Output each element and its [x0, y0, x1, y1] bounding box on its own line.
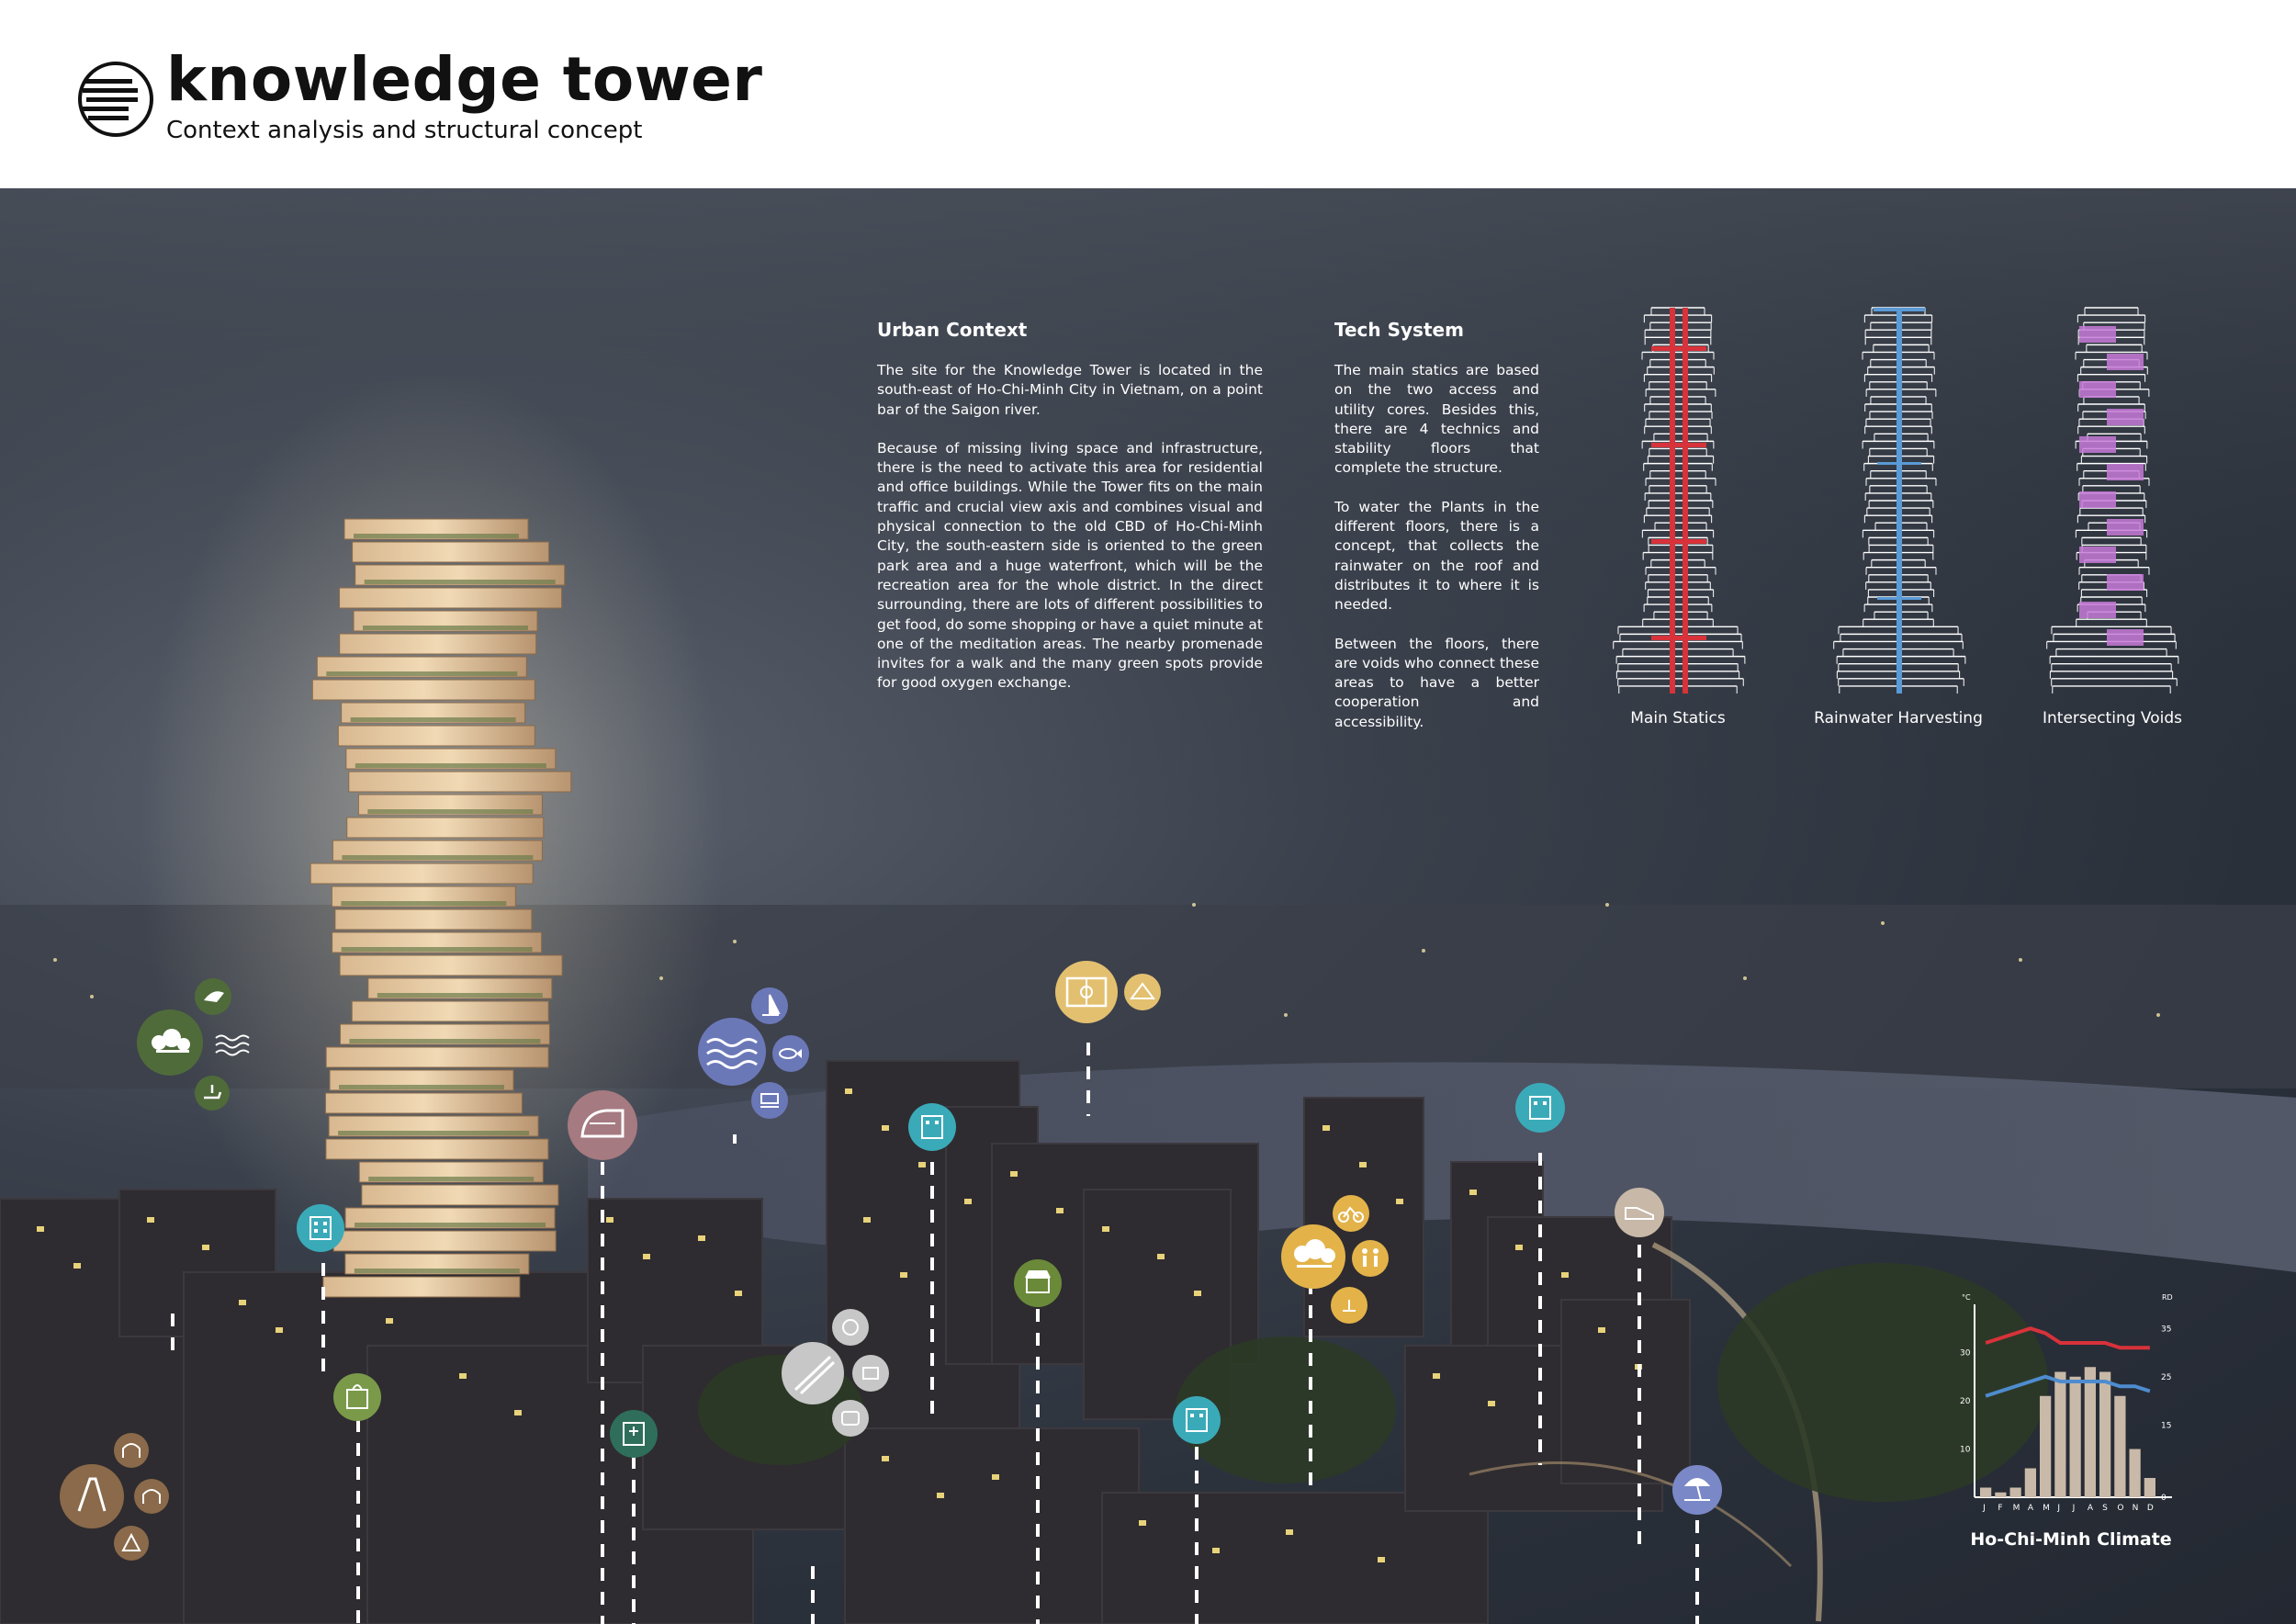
temperature-min-line: [1986, 1377, 2150, 1396]
climate-bar: [2054, 1372, 2065, 1498]
diagram-label-main-statics: Main Statics: [1630, 709, 1726, 727]
tech-system-paragraph: Between the floors, there are voids who connect these areas to have a better cooperation and accessibility.: [1334, 635, 1539, 730]
climate-bar: [1980, 1488, 1991, 1498]
urban-context-title: Urban Context: [877, 319, 1028, 341]
climate-month-label: J: [1983, 1504, 1986, 1513]
climate-bar: [2040, 1396, 2051, 1497]
night-city-rendering: [0, 188, 2296, 1624]
logo-icon: [77, 61, 154, 138]
page-title: knowledge tower: [166, 44, 763, 115]
climate-month-label: J: [2072, 1504, 2076, 1513]
climate-bar: [2114, 1396, 2125, 1497]
climate-right-unit: RD: [2162, 1293, 2173, 1302]
urban-context-paragraph: The site for the Knowledge Tower is located in the south-east of Ho-Chi-Minh City in Vietnam, on a point bar of the Saigon river.: [877, 362, 1263, 418]
climate-bar: [2010, 1488, 2021, 1498]
climate-month-label: M: [2043, 1504, 2050, 1513]
climate-right-tick: 15: [2161, 1421, 2172, 1431]
climate-bar: [2025, 1469, 2036, 1498]
climate-right-tick: 0: [2161, 1494, 2167, 1503]
climate-bar: [2070, 1377, 2081, 1497]
climate-month-label: S: [2102, 1504, 2108, 1513]
tech-system-paragraph: The main statics are based on the two access and utility cores. Besides this, there are 4 technics and stability floors that complete the structure.: [1334, 362, 1539, 477]
climate-month-label: A: [2087, 1504, 2094, 1513]
temperature-max-line: [1986, 1328, 2150, 1348]
climate-bar: [2130, 1449, 2141, 1498]
climate-chart: [0, 188, 2296, 1624]
climate-month-label: O: [2117, 1504, 2124, 1513]
climate-month-label: D: [2146, 1504, 2154, 1513]
climate-month-label: N: [2132, 1504, 2139, 1513]
climate-month-label: J: [2057, 1504, 2061, 1513]
climate-bar: [2085, 1367, 2096, 1497]
climate-month-label: M: [2012, 1504, 2020, 1513]
climate-left-tick: 30: [1960, 1348, 1971, 1359]
diagram-label-intersecting-voids: Intersecting Voids: [2042, 709, 2182, 727]
climate-bar: [1995, 1493, 2006, 1497]
header: [0, 0, 2296, 188]
climate-left-tick: 10: [1960, 1445, 1971, 1455]
climate-left-tick: 20: [1960, 1397, 1971, 1406]
climate-right-tick: 35: [2161, 1325, 2172, 1335]
climate-chart-title: Ho-Chi-Minh Climate: [1970, 1529, 2172, 1550]
urban-context-paragraph: Because of missing living space and infrastructure, there is the need to activate this area for residential and office buildings. While the Tower fits on the main traffic and crucial view axis and combines visual and physical connection to the old CBD of Ho-Chi-Minh City, the south-eastern side is oriented to the green park area and a huge waterfront, which will be the recreation area for the whole district. In the direct surrounding, there are lots of different possibilities to get food, do some shopping or have a quiet minute at one of the meditation areas. The nearby promenade invites for a walk and the many green spots provide for good oxygen exchange.: [877, 439, 1263, 692]
page-subtitle: Context analysis and structural concept: [166, 117, 643, 144]
tech-system-title: Tech System: [1334, 319, 1464, 341]
climate-left-unit: °C: [1962, 1293, 1971, 1302]
climate-month-label: F: [1998, 1504, 2003, 1513]
diagram-label-rainwater-harvesting: Rainwater Harvesting: [1814, 709, 1983, 727]
climate-bar: [2144, 1478, 2155, 1497]
climate-month-label: A: [2027, 1504, 2034, 1513]
climate-right-tick: 25: [2161, 1372, 2172, 1382]
climate-bar: [2099, 1372, 2110, 1498]
tech-system-paragraph: To water the Plants in the different floors, there is a concept, that collects the rainwater on the roof and distributes it to where it is needed.: [1334, 498, 1539, 614]
